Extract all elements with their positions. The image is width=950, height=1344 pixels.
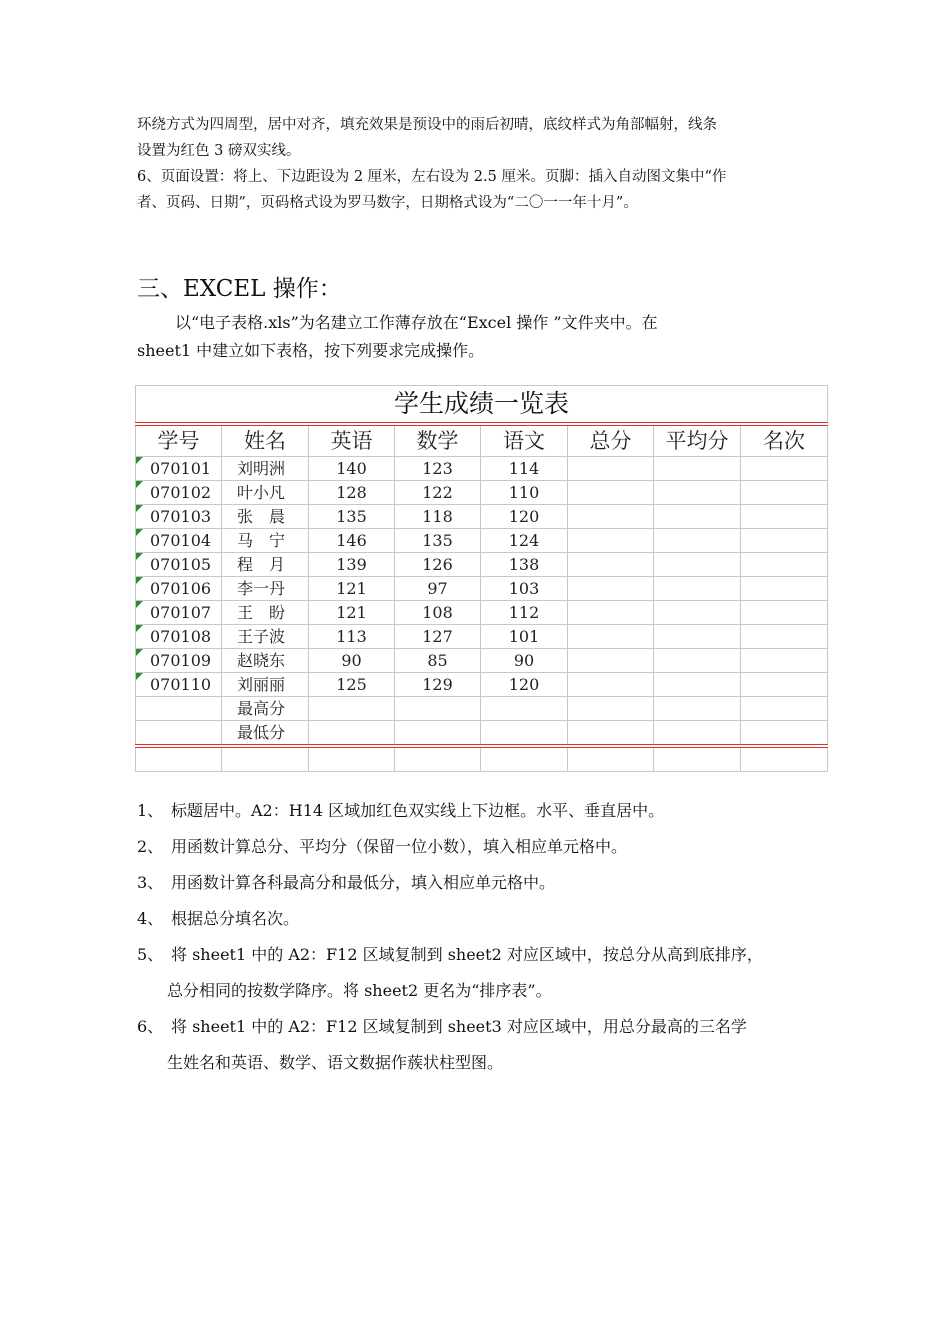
table-row [136, 649, 828, 673]
score-cell: 138 [481, 553, 568, 577]
score-cell: 122 [395, 481, 481, 505]
task-text: 将 sheet1 中的 A2：F12 区域复制到 sheet3 对应区域中，用总分最高的三名学 [171, 1017, 747, 1036]
empty-cell [568, 721, 654, 747]
error-indicator-icon [136, 553, 143, 560]
score-cell: 114 [481, 457, 568, 481]
empty-cell [741, 505, 828, 529]
empty-cell [568, 649, 654, 673]
score-cell: 135 [395, 529, 481, 553]
task-number: 4、 [137, 909, 164, 928]
empty-cell [654, 505, 741, 529]
task-list [137, 793, 837, 1081]
summary-label: 最高分 [222, 697, 309, 721]
student-id-cell: 070102 [136, 481, 222, 505]
header-cell: 姓名 [222, 424, 309, 457]
student-id-cell: 070106 [136, 577, 222, 601]
task-number: 2、 [137, 837, 164, 856]
empty-cell [654, 697, 741, 721]
task-item [137, 937, 837, 973]
task-item [137, 865, 837, 901]
score-cell: 110 [481, 481, 568, 505]
error-indicator-icon [136, 625, 143, 632]
task-item [137, 829, 837, 865]
student-id-cell: 070109 [136, 649, 222, 673]
table-row [136, 553, 828, 577]
error-indicator-icon [136, 529, 143, 536]
score-cell: 85 [395, 649, 481, 673]
empty-cell [568, 553, 654, 577]
summary-row [136, 721, 828, 747]
error-indicator-icon [136, 457, 143, 464]
student-name-cell: 叶小凡 [222, 481, 309, 505]
table-row [136, 673, 828, 697]
intro-line-1: 环绕方式为四周型，居中对齐，填充效果是预设中的雨后初晴，底纹样式为角部幅射，线条 [137, 117, 717, 133]
table-row [136, 529, 828, 553]
empty-cell [568, 746, 654, 772]
task-text: 用函数计算总分、平均分（保留一位小数），填入相应单元格中。 [171, 837, 628, 856]
task-number: 6、 [137, 1017, 164, 1036]
empty-cell [568, 529, 654, 553]
student-id-cell: 070104 [136, 529, 222, 553]
table-row [136, 601, 828, 625]
empty-cell [568, 505, 654, 529]
header-row [136, 424, 828, 457]
empty-cell [395, 697, 481, 721]
table-row [136, 481, 828, 505]
student-id-cell: 070110 [136, 673, 222, 697]
empty-cell [309, 697, 395, 721]
student-name-cell: 刘明洲 [222, 457, 309, 481]
score-cell: 101 [481, 625, 568, 649]
student-name-cell: 王 盼 [222, 601, 309, 625]
empty-row [136, 746, 828, 772]
empty-cell [568, 697, 654, 721]
empty-cell [568, 481, 654, 505]
student-name-cell: 张 晨 [222, 505, 309, 529]
header-cell: 学号 [136, 424, 222, 457]
empty-cell [654, 529, 741, 553]
empty-cell [395, 746, 481, 772]
empty-cell [654, 601, 741, 625]
score-cell: 97 [395, 577, 481, 601]
score-cell: 90 [481, 649, 568, 673]
error-indicator-icon [136, 481, 143, 488]
empty-cell [309, 721, 395, 747]
score-cell: 139 [309, 553, 395, 577]
empty-cell [654, 673, 741, 697]
empty-cell [741, 625, 828, 649]
task-item [137, 793, 837, 829]
score-cell: 121 [309, 601, 395, 625]
score-cell: 125 [309, 673, 395, 697]
empty-cell [395, 721, 481, 747]
instruction-paragraph [137, 309, 817, 365]
score-cell: 123 [395, 457, 481, 481]
student-name-cell: 程 月 [222, 553, 309, 577]
student-id-cell: 070105 [136, 553, 222, 577]
empty-cell [309, 746, 395, 772]
score-cell: 135 [309, 505, 395, 529]
score-cell: 146 [309, 529, 395, 553]
error-indicator-icon [136, 505, 143, 512]
empty-cell [654, 481, 741, 505]
task-text: 根据总分填名次。 [171, 909, 300, 928]
student-id-cell: 070101 [136, 457, 222, 481]
table-row [136, 625, 828, 649]
task-item [137, 901, 837, 937]
score-cell: 113 [309, 625, 395, 649]
empty-cell [741, 601, 828, 625]
empty-cell [481, 697, 568, 721]
empty-cell [568, 673, 654, 697]
empty-cell [481, 746, 568, 772]
empty-cell [136, 697, 222, 721]
task-continuation: 生姓名和英语、数学、语文数据作蔟状柱型图。 [167, 1053, 504, 1072]
task-text: 用函数计算各科最高分和最低分，填入相应单元格中。 [171, 873, 556, 892]
error-indicator-icon [136, 649, 143, 656]
error-indicator-icon [136, 601, 143, 608]
table-row [136, 577, 828, 601]
intro-line-3: 6、页面设置：将上、下边距设为 2 厘米，左右设为 2.5 厘米。页脚：插入自动图文集中“作 [137, 169, 727, 185]
empty-cell [741, 577, 828, 601]
task-continuation: 总分相同的按数学降序。将 sheet2 更名为“排序表”。 [167, 981, 552, 1000]
empty-cell [741, 553, 828, 577]
error-indicator-icon [136, 577, 143, 584]
task-number: 1、 [137, 801, 164, 820]
score-cell: 112 [481, 601, 568, 625]
empty-cell [741, 481, 828, 505]
empty-cell [741, 673, 828, 697]
score-cell: 121 [309, 577, 395, 601]
score-cell: 120 [481, 505, 568, 529]
header-cell: 名次 [741, 424, 828, 457]
empty-cell [741, 649, 828, 673]
empty-cell [654, 649, 741, 673]
empty-cell [741, 529, 828, 553]
empty-cell [222, 746, 309, 772]
empty-cell [654, 746, 741, 772]
task-item [137, 1009, 837, 1045]
empty-cell [654, 577, 741, 601]
header-cell: 英语 [309, 424, 395, 457]
student-name-cell: 王子波 [222, 625, 309, 649]
score-cell: 118 [395, 505, 481, 529]
empty-cell [741, 697, 828, 721]
empty-cell [741, 457, 828, 481]
error-indicator-icon [136, 673, 143, 680]
empty-cell [741, 746, 828, 772]
student-name-cell: 李一丹 [222, 577, 309, 601]
empty-cell [741, 721, 828, 747]
empty-cell [481, 721, 568, 747]
instruction-line-1: 以“电子表格.xls”为名建立工作薄存放在“Excel 操作 ”文件夹中。在 [175, 313, 658, 332]
intro-paragraph [137, 112, 817, 216]
empty-cell [654, 457, 741, 481]
score-cell: 140 [309, 457, 395, 481]
task-number: 5、 [137, 945, 164, 964]
empty-cell [654, 625, 741, 649]
score-cell: 103 [481, 577, 568, 601]
score-cell: 129 [395, 673, 481, 697]
summary-label: 最低分 [222, 721, 309, 747]
empty-cell [568, 457, 654, 481]
student-name-cell: 马 宁 [222, 529, 309, 553]
summary-row [136, 697, 828, 721]
empty-cell [568, 577, 654, 601]
instruction-line-2: sheet1 中建立如下表格，按下列要求完成操作。 [137, 341, 485, 360]
intro-line-4: 者、页码、日期”，页码格式设为罗马数字，日期格式设为“二〇一一年十月”。 [137, 195, 638, 211]
student-name-cell: 赵晓东 [222, 649, 309, 673]
student-id-cell: 070103 [136, 505, 222, 529]
empty-cell [654, 553, 741, 577]
empty-cell [136, 746, 222, 772]
task-number: 3、 [137, 873, 164, 892]
student-id-cell: 070108 [136, 625, 222, 649]
header-cell: 平均分 [654, 424, 741, 457]
header-cell: 数学 [395, 424, 481, 457]
empty-cell [136, 721, 222, 747]
empty-cell [568, 625, 654, 649]
task-text: 标题居中。A2：H14 区域加红色双实线上下边框。水平、垂直居中。 [171, 801, 665, 820]
table-row [136, 457, 828, 481]
score-cell: 127 [395, 625, 481, 649]
sheet-title: 学生成绩一览表 [136, 386, 828, 425]
empty-cell [568, 601, 654, 625]
spreadsheet [135, 385, 827, 763]
header-cell: 总分 [568, 424, 654, 457]
section-title: 三、EXCEL 操作： [137, 276, 342, 302]
header-cell: 语文 [481, 424, 568, 457]
empty-cell [654, 721, 741, 747]
score-cell: 124 [481, 529, 568, 553]
score-cell: 128 [309, 481, 395, 505]
score-cell: 120 [481, 673, 568, 697]
student-id-cell: 070107 [136, 601, 222, 625]
score-cell: 90 [309, 649, 395, 673]
student-name-cell: 刘丽丽 [222, 673, 309, 697]
score-cell: 108 [395, 601, 481, 625]
score-cell: 126 [395, 553, 481, 577]
task-text: 将 sheet1 中的 A2：F12 区域复制到 sheet2 对应区域中，按总分从高到底排序， [171, 945, 763, 964]
intro-line-2: 设置为红色 3 磅双实线。 [137, 143, 301, 159]
table-row [136, 505, 828, 529]
